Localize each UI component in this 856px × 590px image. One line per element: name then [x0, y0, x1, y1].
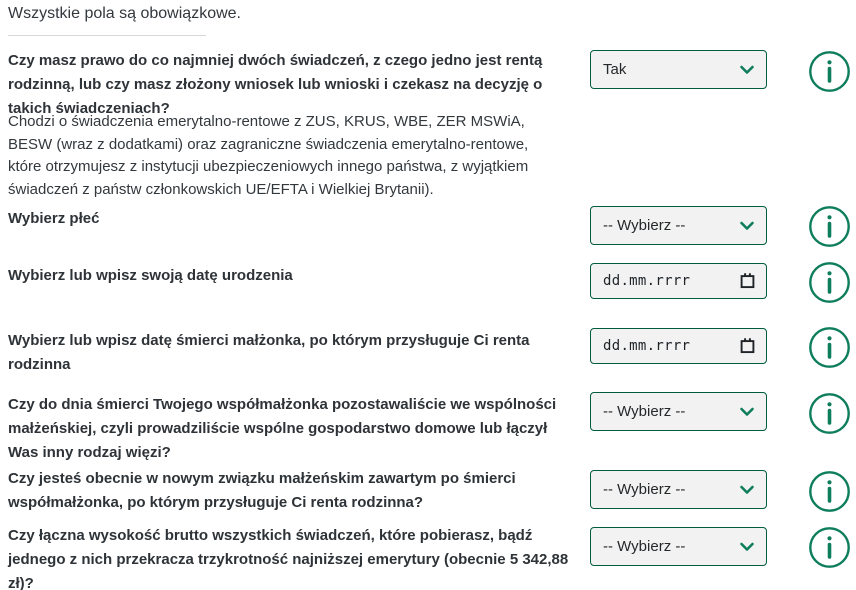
marital-community-field	[590, 392, 767, 431]
info-circle-icon	[808, 470, 851, 513]
birth-date-field	[590, 263, 767, 299]
info-circle-icon	[808, 205, 851, 248]
benefits-entitlement-field	[590, 50, 767, 89]
spouse-death-date-field	[590, 328, 767, 364]
info-icon[interactable]	[808, 392, 851, 435]
divider	[8, 35, 206, 36]
info-circle-icon	[808, 261, 851, 304]
info-icon[interactable]	[808, 526, 851, 569]
question-new-marriage: Czy jesteś obecnie w nowym związku małżeńskim zawartym po śmierci współmałżonka, po którym przysługuje Ci renta rodzinna?	[8, 470, 516, 511]
question-gender: Wybierz płeć	[8, 210, 100, 227]
benefits-entitlement-help-text: Chodzi o świadczenia emerytalno-rentowe z ZUS, KRUS, WBE, ZER MSWiA, BESW (wraz z dodatkami) oraz zagraniczne świadczenia emerytalno-rentowe, które otrzymujesz z instytucji ubezpieczeniowych innego państwa, z wyjątkiem świadczeń z państw członkowskich UE/EFTA i Wielkiej Brytanii).	[8, 113, 529, 198]
question-benefits-amount: Czy łączna wysokość brutto wszystkich świadczeń, które pobierasz, bądź jednego z nich przekracza trzykrotność najniższej emerytury (obecnie 5 342,88 zł)?	[8, 527, 569, 590]
info-circle-icon	[808, 526, 851, 569]
gender-select[interactable]	[591, 207, 766, 244]
marital-community-select[interactable]	[591, 393, 766, 430]
birth-date-input[interactable]	[591, 264, 766, 298]
info-icon[interactable]	[808, 470, 851, 513]
info-circle-icon	[808, 50, 851, 93]
info-icon[interactable]	[808, 50, 851, 93]
info-icon[interactable]	[808, 205, 851, 248]
benefits-amount-field	[590, 527, 767, 566]
required-fields-note: Wszystkie pola są obowiązkowe.	[8, 5, 241, 22]
question-birth-date: Wybierz lub wpisz swoją datę urodzenia	[8, 267, 293, 284]
question-spouse-death-date: Wybierz lub wpisz datę śmierci małżonka, po którym przysługuje Ci renta rodzinna	[8, 332, 530, 373]
gender-field	[590, 206, 767, 245]
question-marital-community: Czy do dnia śmierci Twojego współmałżonka pozostawaliście we wspólności małżeńskiej, czyli prowadziliście wspólne gospodarstwo domowe lub łączył Was inny rodzaj więzi?	[8, 396, 557, 461]
question-benefits-entitlement: Czy masz prawo do co najmniej dwóch świadczeń, z czego jedno jest rentą rodzinną, lub czy masz złożony wniosek lub wnioski i czekasz na decyzję o takich świadczeniach?	[8, 52, 543, 117]
info-circle-icon	[808, 326, 851, 369]
info-icon[interactable]	[808, 261, 851, 304]
info-icon[interactable]	[808, 326, 851, 369]
new-marriage-field	[590, 470, 767, 509]
spouse-death-date-input[interactable]	[591, 329, 766, 363]
new-marriage-select[interactable]	[591, 471, 766, 508]
info-circle-icon	[808, 392, 851, 435]
benefits-entitlement-select[interactable]	[591, 51, 766, 88]
benefits-amount-select[interactable]	[591, 528, 766, 565]
